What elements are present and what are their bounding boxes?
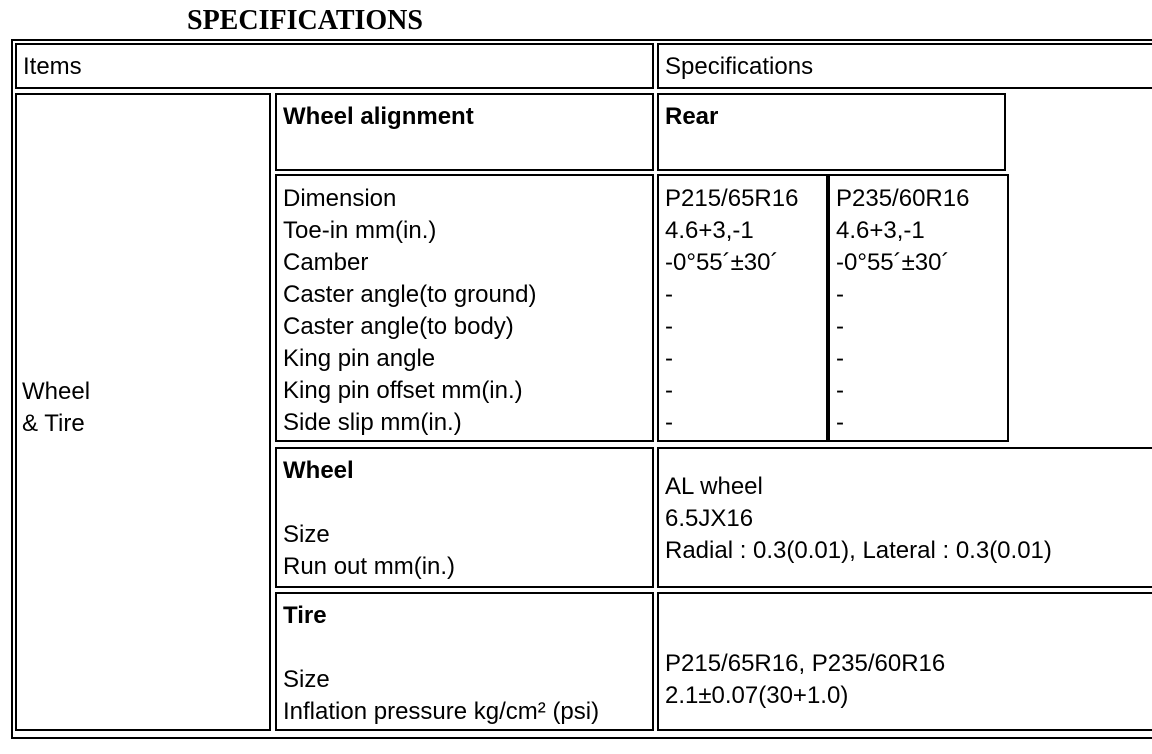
alignment-col1-values — [665, 183, 798, 439]
alignment-col2-values — [836, 183, 969, 439]
value: 4.6+3,-1 — [836, 217, 925, 244]
group-label — [22, 376, 90, 440]
value: - — [665, 345, 673, 372]
value: - — [836, 345, 844, 372]
row-label: Camber — [283, 249, 369, 276]
row-label: Size — [283, 666, 330, 693]
row-label: King pin offset mm(in.) — [283, 377, 523, 404]
tire-row-labels — [283, 664, 599, 728]
tire-values — [665, 648, 945, 712]
row-label: Toe-in mm(in.) — [283, 217, 437, 244]
header-specifications-cell — [657, 43, 1152, 89]
row-label: Run out mm(in.) — [283, 553, 456, 580]
alignment-col2-cell — [828, 174, 1009, 442]
row-label: Side slip mm(in.) — [283, 409, 462, 436]
alignment-row-labels — [283, 183, 536, 439]
value: Radial : 0.3(0.01), Lateral : 0.3(0.01) — [665, 537, 1052, 564]
value: - — [836, 281, 844, 308]
row-label: Caster angle(to ground) — [283, 281, 537, 308]
page-title: SPECIFICATIONS — [187, 5, 423, 36]
wheel-values — [665, 471, 1052, 567]
value: - — [836, 377, 844, 404]
value: AL wheel — [665, 473, 763, 500]
value: -0°55´±30´ — [665, 249, 779, 276]
row-label: Dimension — [283, 185, 397, 212]
tire-heading: Tire — [283, 602, 327, 629]
value: - — [665, 281, 673, 308]
value: 4.6+3,-1 — [665, 217, 754, 244]
alignment-heading: Wheel alignment — [283, 103, 474, 130]
group-label-line: Wheel — [22, 378, 91, 405]
value: - — [665, 313, 673, 340]
row-label: Caster angle(to body) — [283, 313, 514, 340]
value: - — [665, 409, 673, 436]
value: - — [836, 409, 844, 436]
alignment-heading-cell — [275, 93, 654, 171]
tire-labels-cell — [275, 592, 654, 731]
value: 6.5JX16 — [665, 505, 754, 532]
group-label-line: & Tire — [22, 410, 85, 437]
row-label: Inflation pressure kg/cm² (psi) — [283, 698, 600, 725]
wheel-values-cell — [657, 447, 1152, 588]
rear-heading: Rear — [665, 103, 719, 130]
rear-heading-cell — [657, 93, 1006, 171]
value: P215/65R16, P235/60R16 — [665, 650, 946, 677]
value: - — [836, 313, 844, 340]
row-label: Size — [283, 521, 330, 548]
tire-values-cell — [657, 592, 1152, 731]
wheel-labels-cell — [275, 447, 654, 588]
value: P215/65R16 — [665, 185, 799, 212]
header-items: Items — [23, 53, 82, 80]
alignment-rows-cell — [275, 174, 654, 442]
alignment-col1-cell — [657, 174, 828, 442]
wheel-row-labels — [283, 519, 455, 583]
header-specifications: Specifications — [665, 53, 814, 80]
value: 2.1±0.07(30+1.0) — [665, 682, 849, 709]
value: P235/60R16 — [836, 185, 970, 212]
wheel-heading: Wheel — [283, 457, 354, 484]
value: - — [665, 377, 673, 404]
row-label: King pin angle — [283, 345, 436, 372]
header-items-cell — [15, 43, 654, 89]
value: -0°55´±30´ — [836, 249, 950, 276]
group-cell — [15, 93, 271, 731]
